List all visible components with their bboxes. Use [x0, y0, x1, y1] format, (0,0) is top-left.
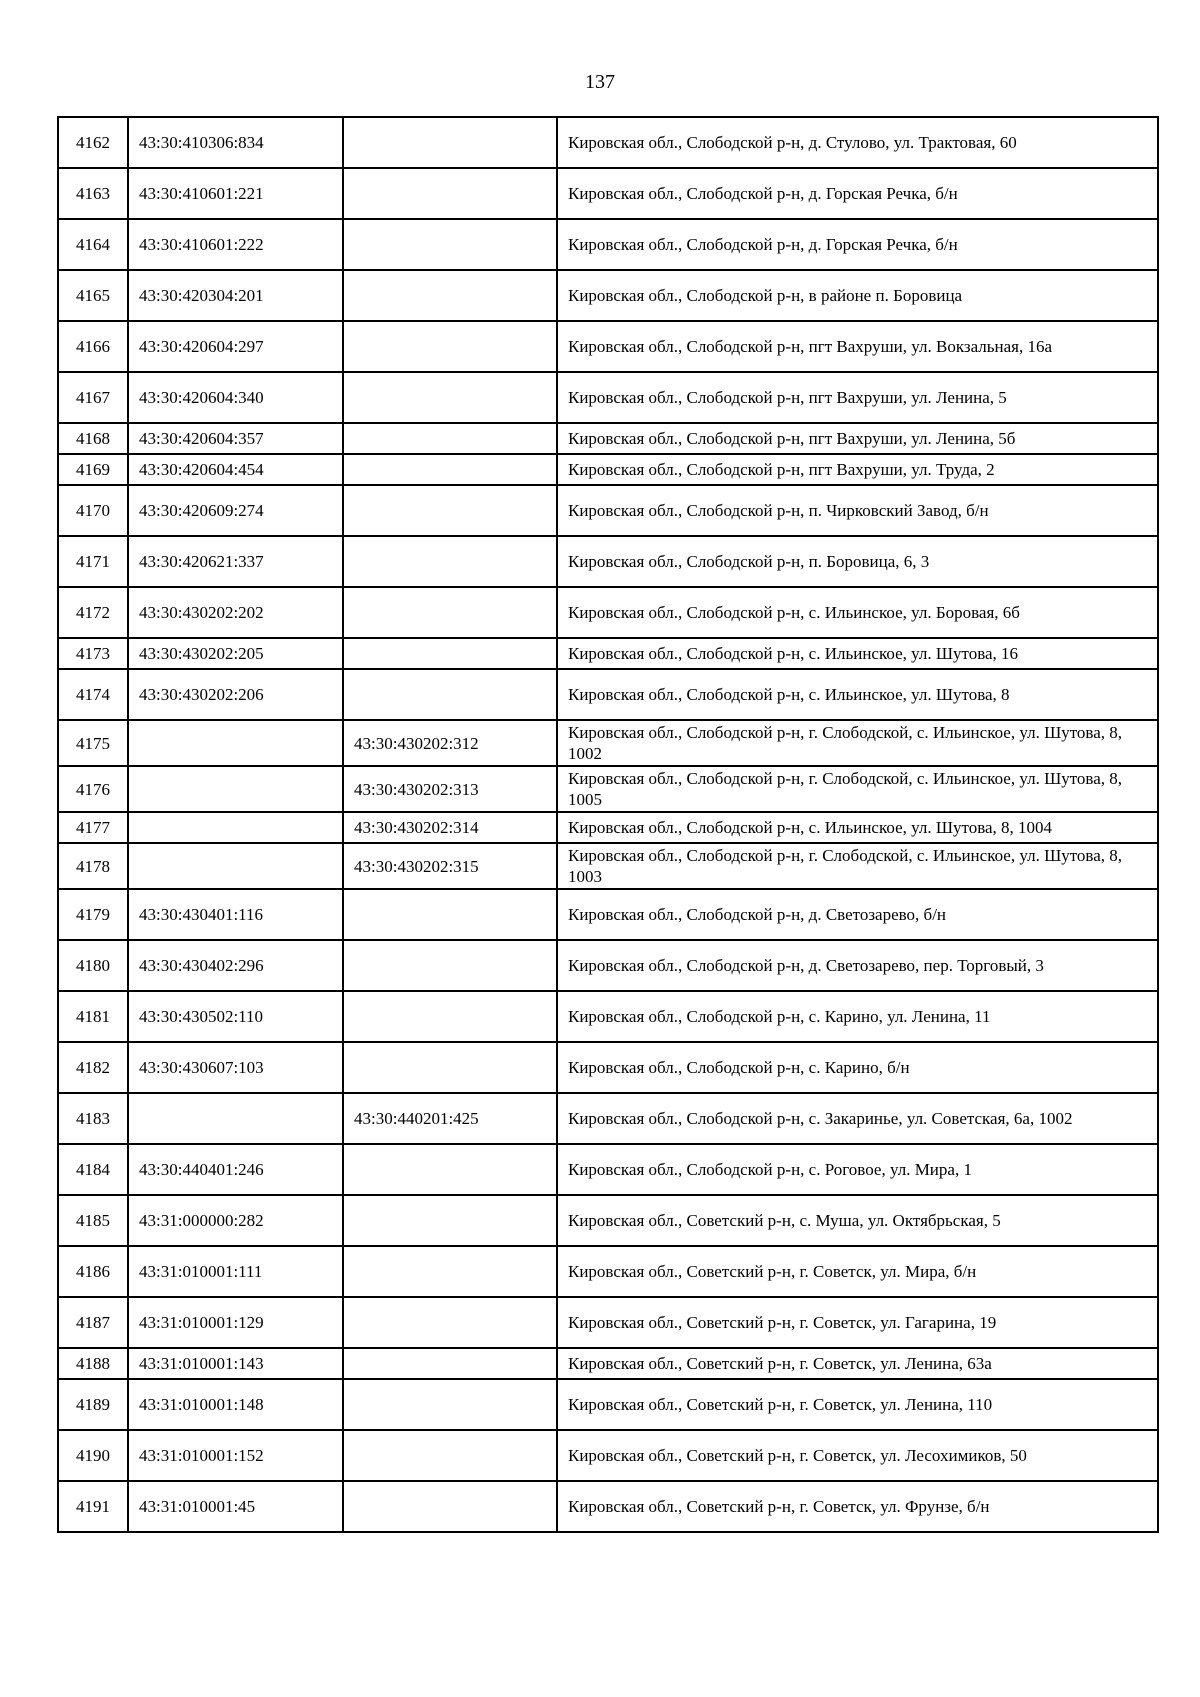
address-cell: Кировская обл., Слободской р-н, пгт Вахруши, ул. Вокзальная, 16а: [557, 321, 1158, 372]
cadastral-number-cell: 43:30:420621:337: [128, 536, 343, 587]
row-number-cell: 4177: [58, 812, 128, 843]
table-row: [58, 812, 1158, 843]
secondary-cadastral-number-cell: [343, 587, 557, 638]
table-row: [58, 372, 1158, 423]
secondary-cadastral-number-cell: 43:30:430202:315: [343, 843, 557, 889]
cadastral-number-cell: 43:30:420604:340: [128, 372, 343, 423]
table-row: [58, 720, 1158, 766]
secondary-cadastral-number-cell: [343, 1481, 557, 1532]
secondary-cadastral-number-cell: [343, 423, 557, 454]
row-number-cell: 4164: [58, 219, 128, 270]
secondary-cadastral-number-cell: [343, 454, 557, 485]
row-number-cell: 4167: [58, 372, 128, 423]
table-row: [58, 1348, 1158, 1379]
cadastral-number-cell: 43:30:430202:202: [128, 587, 343, 638]
table-row: [58, 1297, 1158, 1348]
row-number-cell: 4169: [58, 454, 128, 485]
cadastral-number-cell: 43:30:410306:834: [128, 117, 343, 168]
table-row: [58, 536, 1158, 587]
row-number-cell: 4163: [58, 168, 128, 219]
table-row: [58, 423, 1158, 454]
table-row: [58, 1042, 1158, 1093]
row-number-cell: 4181: [58, 991, 128, 1042]
row-number-cell: 4191: [58, 1481, 128, 1532]
row-number-cell: 4173: [58, 638, 128, 669]
address-cell: Кировская обл., Советский р-н, г. Советск, ул. Мира, б/н: [557, 1246, 1158, 1297]
address-cell: Кировская обл., Советский р-н, г. Советск, ул. Ленина, 63а: [557, 1348, 1158, 1379]
secondary-cadastral-number-cell: [343, 168, 557, 219]
address-cell: Кировская обл., Советский р-н, г. Советск, ул. Гагарина, 19: [557, 1297, 1158, 1348]
cadastral-number-cell: 43:30:430202:205: [128, 638, 343, 669]
row-number-cell: 4187: [58, 1297, 128, 1348]
cadastral-number-cell: 43:31:000000:282: [128, 1195, 343, 1246]
row-number-cell: 4179: [58, 889, 128, 940]
table-row: [58, 1379, 1158, 1430]
address-cell: Кировская обл., Слободской р-н, д. Горская Речка, б/н: [557, 168, 1158, 219]
address-cell: Кировская обл., Советский р-н, г. Советск, ул. Лесохимиков, 50: [557, 1430, 1158, 1481]
cadastral-number-cell: 43:30:430401:116: [128, 889, 343, 940]
table-row: [58, 454, 1158, 485]
address-cell: Кировская обл., Слободской р-н, с. Ильинское, ул. Шутова, 16: [557, 638, 1158, 669]
row-number-cell: 4176: [58, 766, 128, 812]
secondary-cadastral-number-cell: [343, 1379, 557, 1430]
row-number-cell: 4180: [58, 940, 128, 991]
property-table: [57, 116, 1159, 1533]
row-number-cell: 4165: [58, 270, 128, 321]
address-cell: Кировская обл., Слободской р-н, г. Слободской, с. Ильинское, ул. Шутова, 8, 1005: [557, 766, 1158, 812]
address-cell: Кировская обл., Слободской р-н, п. Чирковский Завод, б/н: [557, 485, 1158, 536]
table-row: [58, 638, 1158, 669]
table-row: [58, 1430, 1158, 1481]
address-cell: Кировская обл., Слободской р-н, с. Ильинское, ул. Шутова, 8, 1004: [557, 812, 1158, 843]
row-number-cell: 4185: [58, 1195, 128, 1246]
row-number-cell: 4178: [58, 843, 128, 889]
cadastral-number-cell: 43:30:430502:110: [128, 991, 343, 1042]
address-cell: Кировская обл., Советский р-н, с. Муша, ул. Октябрьская, 5: [557, 1195, 1158, 1246]
row-number-cell: 4174: [58, 669, 128, 720]
table-row: [58, 219, 1158, 270]
secondary-cadastral-number-cell: [343, 321, 557, 372]
secondary-cadastral-number-cell: 43:30:430202:312: [343, 720, 557, 766]
address-cell: Кировская обл., Слободской р-н, пгт Вахруши, ул. Ленина, 5б: [557, 423, 1158, 454]
row-number-cell: 4183: [58, 1093, 128, 1144]
row-number-cell: 4189: [58, 1379, 128, 1430]
cadastral-number-cell: 43:30:430402:296: [128, 940, 343, 991]
cadastral-number-cell: 43:30:420609:274: [128, 485, 343, 536]
row-number-cell: 4184: [58, 1144, 128, 1195]
secondary-cadastral-number-cell: [343, 117, 557, 168]
address-cell: Кировская обл., Советский р-н, г. Советск, ул. Ленина, 110: [557, 1379, 1158, 1430]
row-number-cell: 4190: [58, 1430, 128, 1481]
address-cell: Кировская обл., Советский р-н, г. Советск, ул. Фрунзе, б/н: [557, 1481, 1158, 1532]
secondary-cadastral-number-cell: [343, 940, 557, 991]
table-row: [58, 168, 1158, 219]
address-cell: Кировская обл., Слободской р-н, с. Роговое, ул. Мира, 1: [557, 1144, 1158, 1195]
secondary-cadastral-number-cell: [343, 638, 557, 669]
table-row: [58, 1093, 1158, 1144]
row-number-cell: 4170: [58, 485, 128, 536]
secondary-cadastral-number-cell: [343, 1430, 557, 1481]
cadastral-number-cell: 43:30:420604:454: [128, 454, 343, 485]
table-row: [58, 1481, 1158, 1532]
secondary-cadastral-number-cell: [343, 669, 557, 720]
address-cell: Кировская обл., Слободской р-н, д. Светозарево, б/н: [557, 889, 1158, 940]
cadastral-number-cell: 43:30:430202:206: [128, 669, 343, 720]
page-number: 137: [585, 71, 615, 93]
table-row: [58, 1246, 1158, 1297]
address-cell: Кировская обл., Слободской р-н, п. Боровица, 6, 3: [557, 536, 1158, 587]
address-cell: Кировская обл., Слободской р-н, пгт Вахруши, ул. Ленина, 5: [557, 372, 1158, 423]
secondary-cadastral-number-cell: 43:30:430202:313: [343, 766, 557, 812]
row-number-cell: 4186: [58, 1246, 128, 1297]
table-row: [58, 270, 1158, 321]
row-number-cell: 4182: [58, 1042, 128, 1093]
cadastral-number-cell: 43:30:440401:246: [128, 1144, 343, 1195]
secondary-cadastral-number-cell: [343, 372, 557, 423]
cadastral-number-cell: 43:31:010001:111: [128, 1246, 343, 1297]
cadastral-number-cell: 43:30:410601:222: [128, 219, 343, 270]
secondary-cadastral-number-cell: [343, 991, 557, 1042]
address-cell: Кировская обл., Слободской р-н, с. Карино, б/н: [557, 1042, 1158, 1093]
address-cell: Кировская обл., Слободской р-н, с. Ильинское, ул. Шутова, 8: [557, 669, 1158, 720]
address-cell: Кировская обл., Слободской р-н, д. Стулово, ул. Трактовая, 60: [557, 117, 1158, 168]
cadastral-number-cell: 43:31:010001:45: [128, 1481, 343, 1532]
cadastral-number-cell: [128, 766, 343, 812]
table-body: [58, 117, 1158, 1532]
cadastral-number-cell: 43:30:420604:357: [128, 423, 343, 454]
table-row: [58, 117, 1158, 168]
table-row: [58, 587, 1158, 638]
secondary-cadastral-number-cell: [343, 1195, 557, 1246]
cadastral-number-cell: 43:30:430607:103: [128, 1042, 343, 1093]
secondary-cadastral-number-cell: [343, 889, 557, 940]
table-row: [58, 843, 1158, 889]
table-row: [58, 991, 1158, 1042]
secondary-cadastral-number-cell: [343, 485, 557, 536]
secondary-cadastral-number-cell: [343, 1144, 557, 1195]
cadastral-number-cell: [128, 720, 343, 766]
secondary-cadastral-number-cell: [343, 536, 557, 587]
row-number-cell: 4166: [58, 321, 128, 372]
secondary-cadastral-number-cell: [343, 1042, 557, 1093]
table-row: [58, 1195, 1158, 1246]
cadastral-number-cell: 43:30:420304:201: [128, 270, 343, 321]
table-row: [58, 940, 1158, 991]
secondary-cadastral-number-cell: 43:30:430202:314: [343, 812, 557, 843]
address-cell: Кировская обл., Слободской р-н, с. Ильинское, ул. Боровая, 6б: [557, 587, 1158, 638]
address-cell: Кировская обл., Слободской р-н, в районе п. Боровица: [557, 270, 1158, 321]
cadastral-number-cell: [128, 843, 343, 889]
address-cell: Кировская обл., Слободской р-н, с. Карино, ул. Ленина, 11: [557, 991, 1158, 1042]
secondary-cadastral-number-cell: [343, 1246, 557, 1297]
table-row: [58, 889, 1158, 940]
address-cell: Кировская обл., Слободской р-н, с. Закаринье, ул. Советская, 6а, 1002: [557, 1093, 1158, 1144]
table-row: [58, 1144, 1158, 1195]
cadastral-number-cell: [128, 812, 343, 843]
secondary-cadastral-number-cell: [343, 219, 557, 270]
secondary-cadastral-number-cell: [343, 270, 557, 321]
cadastral-number-cell: [128, 1093, 343, 1144]
address-cell: Кировская обл., Слободской р-н, д. Горская Речка, б/н: [557, 219, 1158, 270]
table-row: [58, 485, 1158, 536]
cadastral-number-cell: 43:30:410601:221: [128, 168, 343, 219]
table-row: [58, 766, 1158, 812]
secondary-cadastral-number-cell: 43:30:440201:425: [343, 1093, 557, 1144]
row-number-cell: 4168: [58, 423, 128, 454]
cadastral-number-cell: 43:31:010001:143: [128, 1348, 343, 1379]
table-row: [58, 321, 1158, 372]
address-cell: Кировская обл., Слободской р-н, д. Светозарево, пер. Торговый, 3: [557, 940, 1158, 991]
cadastral-number-cell: 43:30:420604:297: [128, 321, 343, 372]
address-cell: Кировская обл., Слободской р-н, пгт Вахруши, ул. Труда, 2: [557, 454, 1158, 485]
address-cell: Кировская обл., Слободской р-н, г. Слободской, с. Ильинское, ул. Шутова, 8, 1002: [557, 720, 1158, 766]
row-number-cell: 4162: [58, 117, 128, 168]
row-number-cell: 4172: [58, 587, 128, 638]
table-row: [58, 669, 1158, 720]
cadastral-number-cell: 43:31:010001:148: [128, 1379, 343, 1430]
row-number-cell: 4175: [58, 720, 128, 766]
cadastral-number-cell: 43:31:010001:129: [128, 1297, 343, 1348]
row-number-cell: 4171: [58, 536, 128, 587]
secondary-cadastral-number-cell: [343, 1297, 557, 1348]
address-cell: Кировская обл., Слободской р-н, г. Слободской, с. Ильинское, ул. Шутова, 8, 1003: [557, 843, 1158, 889]
row-number-cell: 4188: [58, 1348, 128, 1379]
cadastral-number-cell: 43:31:010001:152: [128, 1430, 343, 1481]
secondary-cadastral-number-cell: [343, 1348, 557, 1379]
